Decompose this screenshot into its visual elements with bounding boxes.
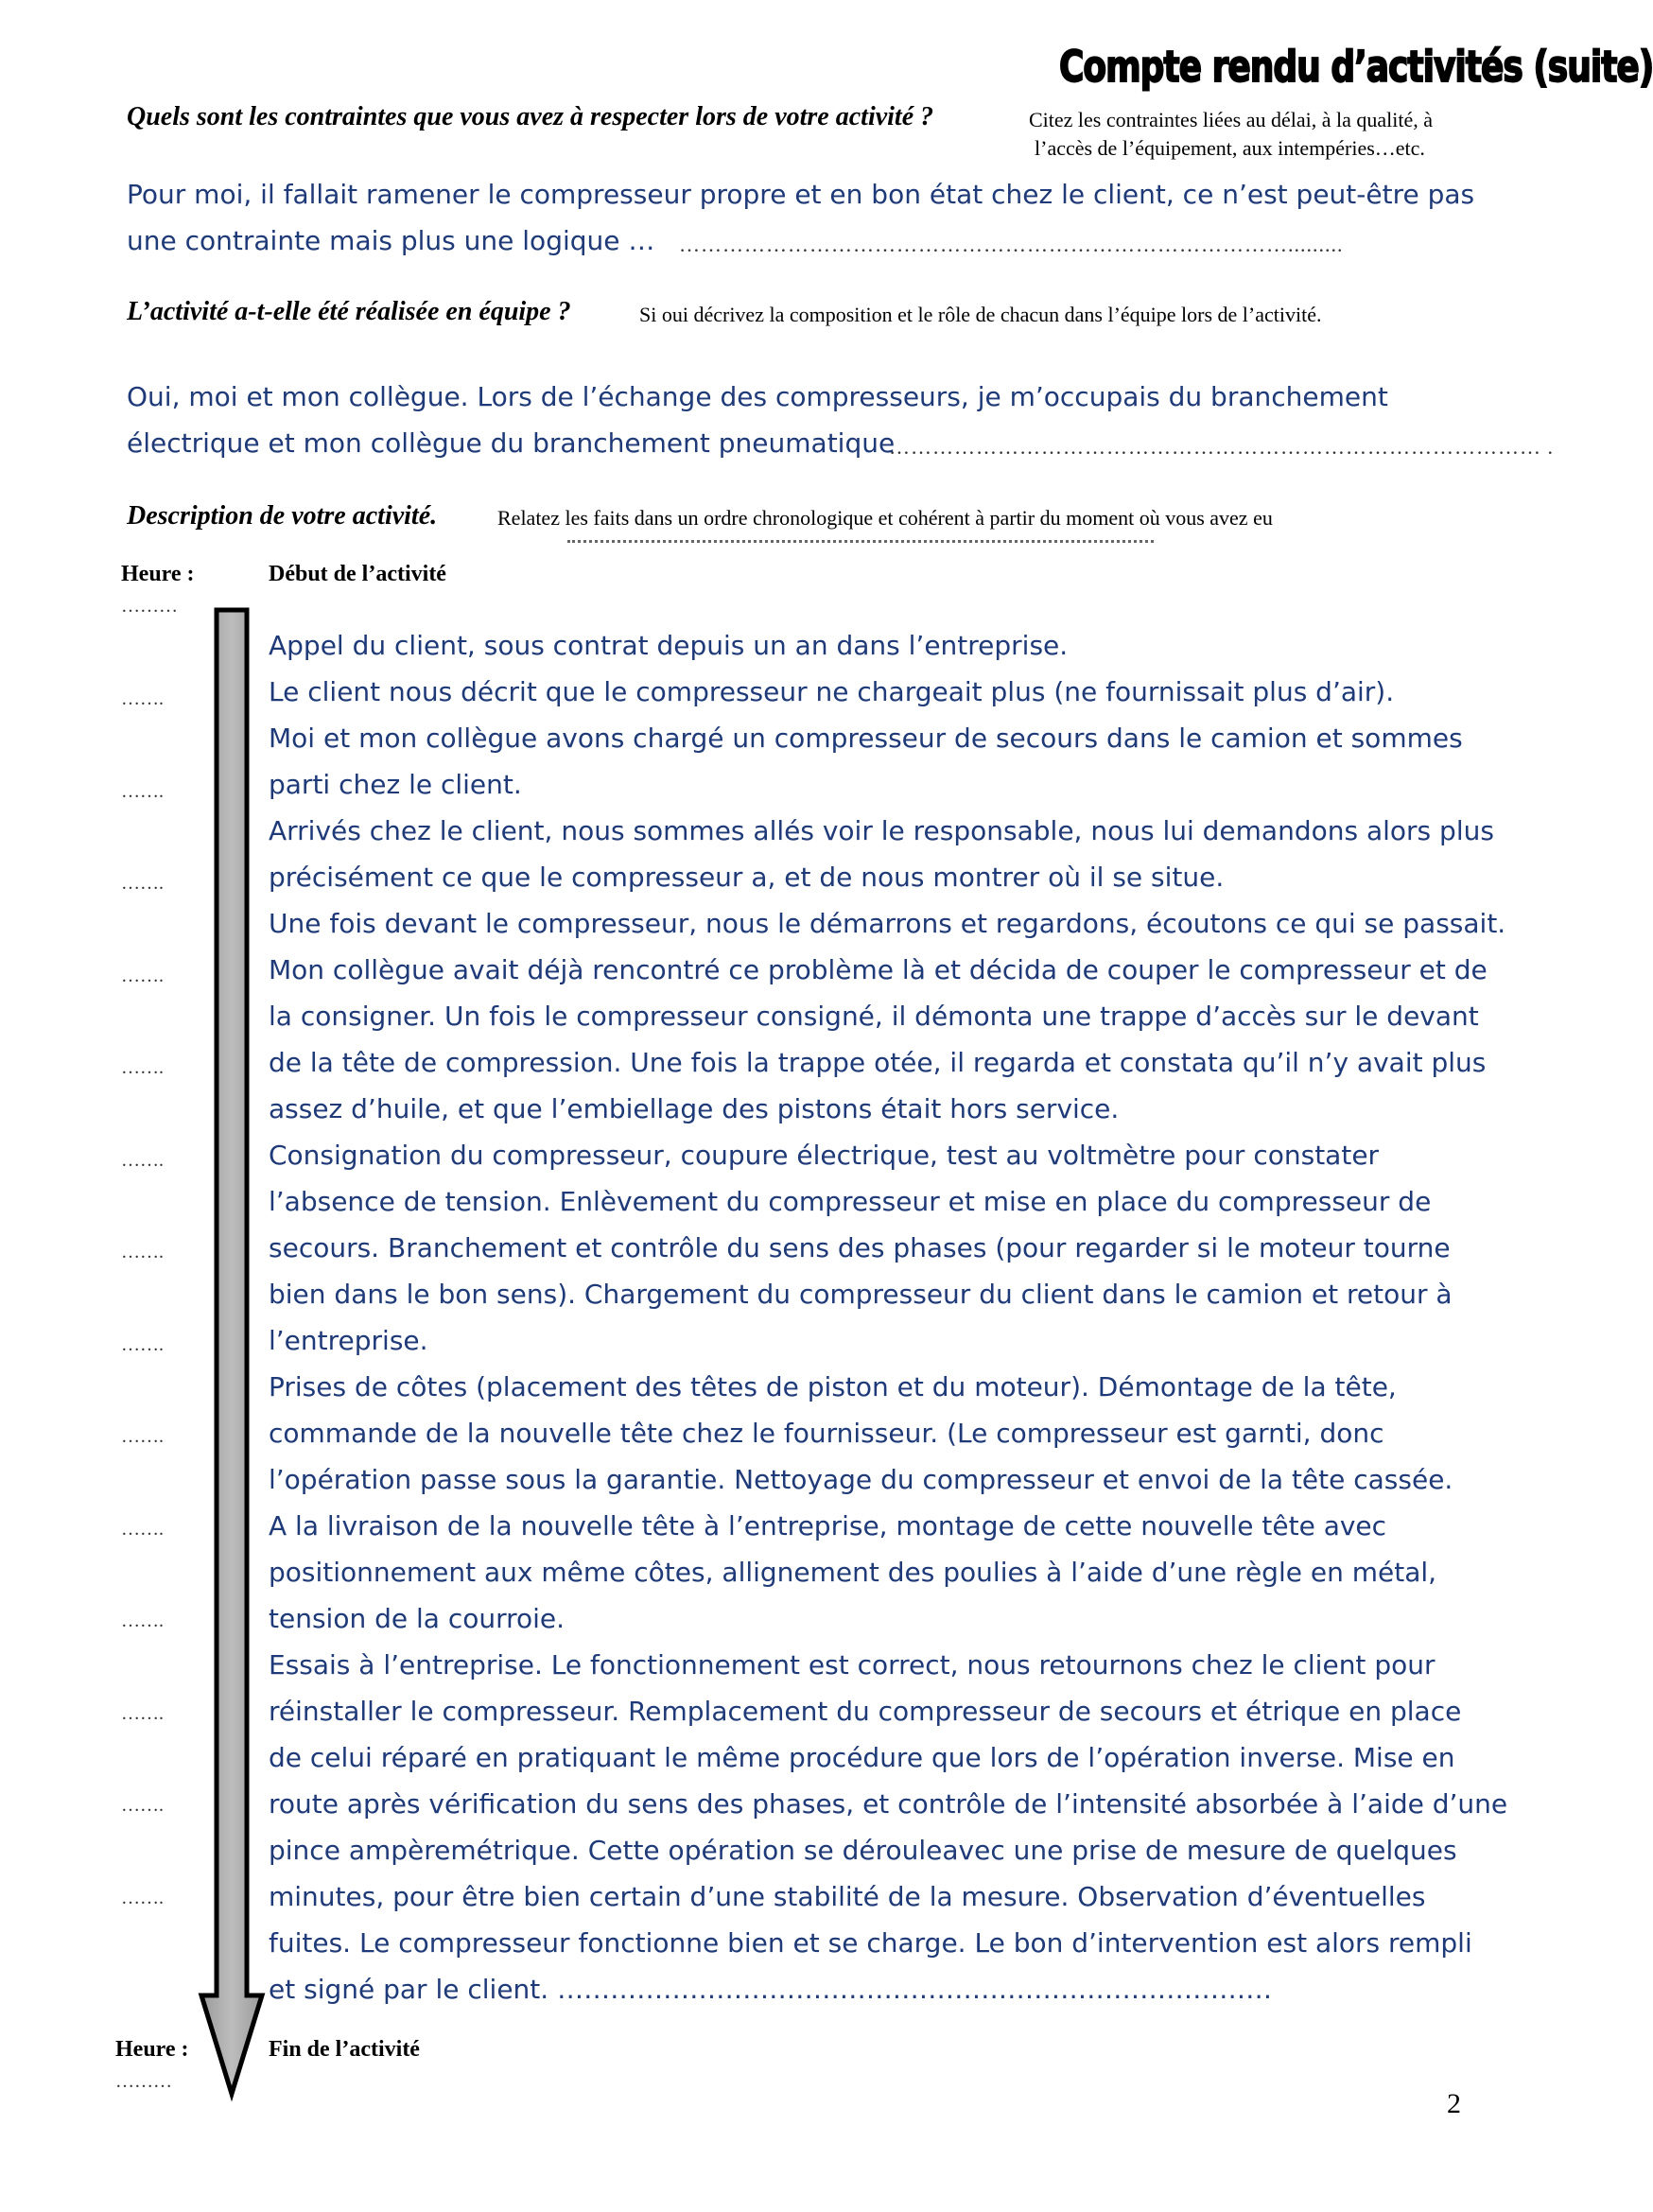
answer-team-line: électrique et mon collègue du branchement pneumatique (127, 427, 896, 459)
page-number: 2 (1447, 2088, 1461, 2119)
time-slot-field[interactable]: ……. (121, 1242, 164, 1263)
time-slot-field[interactable]: ……. (121, 1888, 164, 1908)
question-constraints-label: Quels sont les contraintes que vous avez à respecter lors de votre activité ? (127, 102, 934, 131)
activity-description (269, 622, 1507, 2012)
answer-fill-dots: …………………………………………………………………………......... (679, 233, 1344, 256)
activity-line: et signé par le client. ……………………………………………………………………… (269, 1974, 1273, 2005)
activity-line: bien dans le bon sens). Chargement du compresseur du client dans le camion et retour à (269, 1279, 1453, 1310)
time-slot-field[interactable]: ……. (121, 1057, 164, 1078)
activity-line: commande de la nouvelle tête chez le fournisseur. (Le compresseur est garnti, donc (269, 1418, 1384, 1449)
activity-line: la consigner. Un fois le compresseur consigné, il démonta une trappe d’accès sur le devant (269, 1001, 1479, 1032)
activity-line: fuites. Le compresseur fonctionne bien et se charge. Le bon d’intervention est alors rempli (269, 1927, 1472, 1959)
end-heure-label: Heure : (115, 2037, 189, 2062)
activity-line: Mon collègue avait déjà rencontré ce problème là et décida de couper le compresseur et de (269, 954, 1488, 985)
start-heure-label: Heure : (121, 562, 195, 586)
start-activity-label: Début de l’activité (269, 562, 446, 586)
question-description-label: Description de votre activité. (127, 501, 438, 531)
answer-constraints-line: Pour moi, il fallait ramener le compresseur propre et en bon état chez le client, ce n’est peut-être pas (127, 179, 1475, 210)
timeline-arrow-icon (195, 607, 265, 2099)
activity-line: de celui réparé en pratiquant le même procédure que lors de l’opération inverse. Mise en (269, 1742, 1455, 1773)
activity-line: Le client nous décrit que le compresseur ne chargeait plus (ne fournissait plus d’air). (269, 676, 1395, 707)
activity-line: Essais à l’entreprise. Le fonctionnement est correct, nous retournons chez le client pour (269, 1649, 1436, 1681)
question-team-label: L’activité a-t-elle été réalisée en équipe ? (127, 297, 571, 326)
activity-line: route après vérification du sens des phases, et contrôle de l’intensité absorbée à l’aide d’une (269, 1788, 1508, 1820)
end-activity-label: Fin de l’activité (269, 2037, 420, 2062)
time-slot-field[interactable]: ……. (121, 1334, 164, 1355)
activity-line: positionnement aux même côtes, allignement des poulies à l’aide d’une règle en métal, (269, 1557, 1437, 1588)
activity-line: l’opération passe sous la garantie. Nettoyage du compresseur et envoi de la tête cassée. (269, 1464, 1453, 1495)
activity-line: réinstaller le compresseur. Remplacement du compresseur de secours et étrique en place (269, 1696, 1462, 1727)
time-slot-field[interactable]: ……. (121, 1519, 164, 1540)
activity-line: Moi et mon collègue avons chargé un compresseur de secours dans le camion et sommes (269, 723, 1463, 754)
time-slot-field[interactable]: ……. (121, 1703, 164, 1724)
activity-line: assez d’huile, et que l’embiellage des pistons était hors service. (269, 1093, 1120, 1124)
time-slot-field[interactable]: ……. (121, 781, 164, 802)
activity-line: secours. Branchement et contrôle du sens des phases (pour regarder si le moteur tourne (269, 1232, 1451, 1263)
page-title: Compte rendu d’activités (suite) (1059, 44, 1653, 93)
activity-line: Prises de côtes (placement des têtes de piston et du moteur). Démontage de la tête, (269, 1371, 1397, 1402)
activity-line: l’entreprise. (269, 1325, 428, 1356)
time-slot-field[interactable]: ……. (121, 688, 164, 709)
activity-line: minutes, pour être bien certain d’une stabilité de la mesure. Observation d’éventuelles (269, 1881, 1426, 1912)
activity-line: A la livraison de la nouvelle tête à l’entreprise, montage de cette nouvelle tête avec (269, 1510, 1387, 1541)
question-constraints-hint (1029, 106, 1521, 163)
hint-line: l’accès de l’équipement, aux intempéries…etc. (1035, 136, 1425, 160)
answer-fill-dots: ……………………………………………………………………………… . (889, 435, 1554, 459)
time-slot-field[interactable]: ……. (121, 873, 164, 894)
answer-team-line: Oui, moi et mon collègue. Lors de l’échange des compresseurs, je m’occupais du branchement (127, 381, 1388, 412)
time-slot-field[interactable]: ……. (121, 1150, 164, 1171)
start-time-field[interactable]: ……… (121, 596, 178, 617)
time-slot-field[interactable]: ……. (121, 966, 164, 986)
activity-line: l’absence de tension. Enlèvement du compresseur et mise en place du compresseur de (269, 1186, 1432, 1217)
time-slot-field[interactable]: ……. (121, 1426, 164, 1447)
activity-line: Arrivés chez le client, nous sommes allés voir le responsable, nous lui demandons alors plus (269, 815, 1494, 846)
activity-line: de la tête de compression. Une fois la trappe otée, il regarda et constata qu’il n’y avait plus (269, 1047, 1487, 1078)
end-time-field[interactable]: ……… (115, 2071, 172, 2092)
question-description-hint: Relatez les faits dans un ordre chronologique et cohérent à partir du moment où vous avez eu (497, 506, 1273, 530)
activity-line: Une fois devant le compresseur, nous le démarrons et regardons, écoutons ce qui se passait. (269, 908, 1506, 939)
activity-line: Appel du client, sous contrat depuis un an dans l’entreprise. (269, 630, 1069, 661)
activity-line: parti chez le client. (269, 769, 522, 800)
question-team-hint: Si oui décrivez la composition et le rôle de chacun dans l’équipe lors de l’activité. (639, 303, 1322, 326)
activity-line: Consignation du compresseur, coupure électrique, test au voltmètre pour constater (269, 1140, 1380, 1171)
answer-constraints-line: une contrainte mais plus une logique … (127, 225, 655, 256)
activity-line: tension de la courroie. (269, 1603, 566, 1634)
hint-cutoff (567, 535, 1229, 545)
hint-line: Citez les contraintes liées au délai, à la qualité, à (1029, 108, 1433, 131)
activity-line: précisément ce que le compresseur a, et de nous montrer où il se situe. (269, 862, 1225, 893)
time-slot-field[interactable]: ……. (121, 1611, 164, 1631)
time-slot-field[interactable]: ……. (121, 1795, 164, 1816)
activity-line: pince ampèremétrique. Cette opération se dérouleavec une prise de mesure de quelques (269, 1835, 1457, 1866)
